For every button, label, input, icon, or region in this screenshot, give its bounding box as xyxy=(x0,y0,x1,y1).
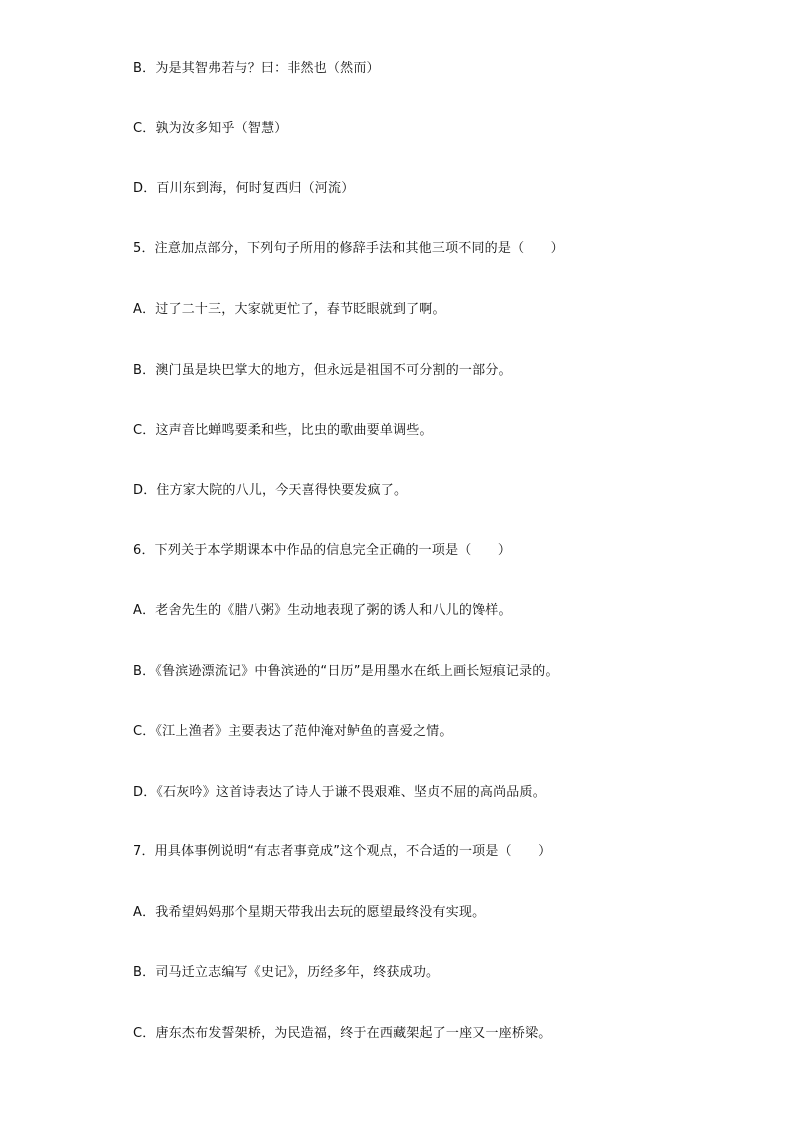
question-6: 6．下列关于本学期课本中作品的信息完全正确的一项是（ ） xyxy=(133,543,512,558)
q5-option-c: C．这声音比蝉鸣要柔和些，比虫的歌曲要单调些。 xyxy=(133,423,433,438)
q5-option-d: D．住方家大院的八儿，今天喜得快要发疯了。 xyxy=(133,483,408,498)
question-5: 5．注意加点部分，下列句子所用的修辞手法和其他三项不同的是（ ） xyxy=(133,241,564,256)
q7-option-c: C．唐东杰布发誓架桥，为民造福，终于在西藏架起了一座又一座桥梁。 xyxy=(133,1026,552,1041)
q5-option-b: B．澳门虽是块巴掌大的地方，但永远是祖国不可分割的一部分。 xyxy=(133,363,512,378)
q5-option-a: A．过了二十三，大家就更忙了，春节眨眼就到了啊。 xyxy=(133,302,446,317)
option-b-line: B．为是其智弗若与？曰：非然也（然而） xyxy=(133,61,380,76)
q6-option-d: D．《石灰吟》这首诗表达了诗人于谦不畏艰难、坚贞不屈的高尚品质。 xyxy=(133,785,546,800)
option-d-line: D．百川东到海，何时复西归（河流） xyxy=(133,181,355,196)
q7-option-b: B．司马迁立志编写《史记》，历经多年，终获成功。 xyxy=(133,965,440,980)
q6-option-c: C．《江上渔者》主要表达了范仲淹对鲈鱼的喜爱之情。 xyxy=(133,724,453,739)
q6-option-b: B．《鲁滨逊漂流记》中鲁滨逊的“日历”是用墨水在纸上画长短痕记录的。 xyxy=(133,664,559,679)
question-7: 7．用具体事例说明“有志者事竟成”这个观点，不合适的一项是（ ） xyxy=(133,844,552,859)
q6-option-a: A．老舍先生的《腊八粥》生动地表现了粥的诱人和八儿的馋样。 xyxy=(133,603,512,618)
q7-option-a: A．我希望妈妈那个星期天带我出去玩的愿望最终没有实现。 xyxy=(133,905,486,920)
option-c-line: C．孰为汝多知乎（智慧） xyxy=(133,121,288,136)
